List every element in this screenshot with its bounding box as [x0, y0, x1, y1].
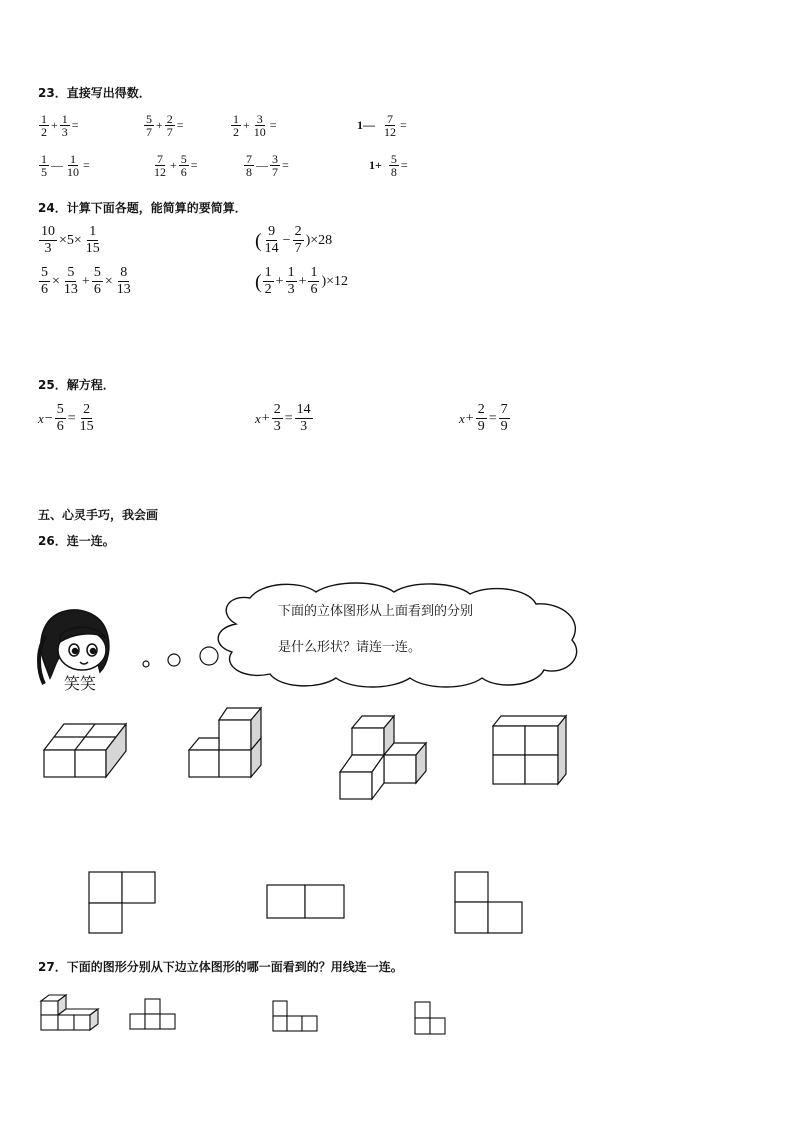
- q23-item: $\frac{7}{12}$ + $\frac{5}{6}$ =: [154, 152, 198, 179]
- q23-item: $\frac{1}{2}$ + $\frac{3}{10}$ =: [233, 112, 277, 139]
- fraction: $\frac{2}{9}$: [477, 402, 485, 434]
- girl-illustration: [39, 610, 109, 684]
- solid-figure-3: [340, 716, 426, 799]
- q25-title: 25．解方程．: [38, 378, 115, 392]
- fraction: $\frac{3}{10}$: [253, 112, 266, 139]
- thought-dot: [200, 647, 218, 665]
- q27-view-3: [415, 1002, 445, 1034]
- fraction: $\frac{1}{2}$: [233, 112, 239, 139]
- fraction: $\frac{9}{14}$: [264, 224, 279, 256]
- section-5-title: 五、心灵手巧，我会画: [38, 508, 159, 522]
- fraction: $\frac{14}{3}$: [296, 402, 311, 434]
- fraction: $\frac{1}{3}$: [61, 112, 68, 139]
- q27-view-1: [130, 999, 175, 1029]
- fraction: $\frac{5}{8}$: [390, 152, 397, 179]
- q24-expr-2: ( $\frac{9}{14}$ − $\frac{2}{7}$ )×28: [255, 224, 333, 256]
- bubble-text-line-2: 是什么形状？请连一连。: [278, 640, 422, 655]
- q26-figure: [0, 580, 794, 820]
- q25-equation-3: x + $\frac{2}{9}$ = $\frac{7}{9}$: [459, 402, 508, 434]
- q27-title: 27．下面的图形分别从下边立体图形的哪一面看到的？用线连一连。: [38, 960, 403, 974]
- fraction: $\frac{5}{6}$: [56, 402, 64, 434]
- fraction: $\frac{10}{3}$: [41, 224, 55, 256]
- q24-title: 24．计算下面各题，能简算的要简算．: [38, 201, 247, 215]
- fraction: $\frac{1}{6}$: [310, 265, 318, 297]
- q23-title: 23．直接写出得数．: [38, 86, 151, 100]
- q23-item: $\frac{1}{5}$ — $\frac{1}{10}$ =: [41, 152, 90, 179]
- q23-item: 1+ $\frac{5}{8}$ =: [369, 152, 408, 179]
- q23-item: $\frac{7}{8}$ — $\frac{3}{7}$ =: [246, 152, 289, 179]
- fraction: $\frac{2}{15}$: [79, 402, 94, 434]
- fraction: $\frac{1}{10}$: [67, 152, 79, 179]
- solid-figure-1: [44, 724, 126, 777]
- fraction: $\frac{3}{7}$: [272, 152, 278, 179]
- top-view-shape-2: [267, 885, 344, 918]
- q24-expr-1: $\frac{10}{3}$ ×5× $\frac{1}{15}$: [41, 224, 100, 256]
- top-view-shape-3: [455, 872, 522, 933]
- q23-item: $\frac{5}{7}$ + $\frac{2}{7}$ =: [146, 112, 184, 139]
- q27-view-2: [273, 1001, 317, 1031]
- fraction: $\frac{2}{7}$: [294, 224, 302, 256]
- q23-item: $\frac{1}{2}$ + $\frac{1}{3}$ =: [41, 112, 79, 139]
- fraction: $\frac{7}{8}$: [246, 152, 252, 179]
- solid-figure-2: [189, 708, 261, 777]
- q24-expr-3: $\frac{5}{6}$ × $\frac{5}{13}$ + $\frac{5}{6}$ × $\frac{8}{13}$: [41, 265, 131, 297]
- fraction: $\frac{7}{12}$: [384, 112, 396, 139]
- fraction: $\frac{5}{6}$: [41, 265, 48, 297]
- fraction: $\frac{1}{5}$: [41, 152, 47, 179]
- bubble-text-line-1: 下面的立体图形从上面看到的分别: [278, 604, 474, 619]
- q25-equation-1: x − $\frac{5}{6}$ = $\frac{2}{15}$: [38, 402, 94, 434]
- solid-figure-4: [493, 716, 566, 784]
- fraction: $\frac{8}{13}$: [116, 265, 131, 297]
- fraction: $\frac{7}{12}$: [154, 152, 166, 179]
- fraction: $\frac{5}{7}$: [146, 112, 152, 139]
- fraction: $\frac{1}{2}$: [41, 112, 47, 139]
- thought-bubble: [218, 583, 576, 687]
- fraction: $\frac{1}{15}$: [85, 224, 100, 256]
- fraction: $\frac{2}{7}$: [166, 112, 173, 139]
- fraction: $\frac{5}{6}$: [180, 152, 187, 179]
- top-view-shape-1: [89, 872, 155, 933]
- q23-item: 1— $\frac{7}{12}$ =: [357, 112, 407, 139]
- q25-equation-2: x + $\frac{2}{3}$ = $\frac{14}{3}$: [255, 402, 311, 434]
- q26-title: 26．连一连。: [38, 534, 115, 548]
- fraction: $\frac{1}{3}$: [287, 265, 295, 297]
- girl-label: 笑笑: [63, 674, 97, 693]
- fraction: $\frac{7}{9}$: [500, 402, 508, 434]
- fraction: $\frac{5}{13}$: [63, 265, 78, 297]
- fraction: $\frac{1}{2}$: [264, 265, 272, 297]
- fraction: $\frac{5}{6}$: [93, 265, 101, 297]
- q24-expr-4: ( $\frac{1}{2}$ + $\frac{1}{3}$ + $\frac{1}{6}$ )×12: [255, 265, 349, 297]
- q27-figure: [0, 985, 794, 1040]
- thought-dot: [143, 661, 149, 667]
- thought-dot: [168, 654, 180, 666]
- q27-solid: [41, 995, 98, 1030]
- q26-top-views: [0, 860, 794, 940]
- fraction: $\frac{2}{3}$: [273, 402, 281, 434]
